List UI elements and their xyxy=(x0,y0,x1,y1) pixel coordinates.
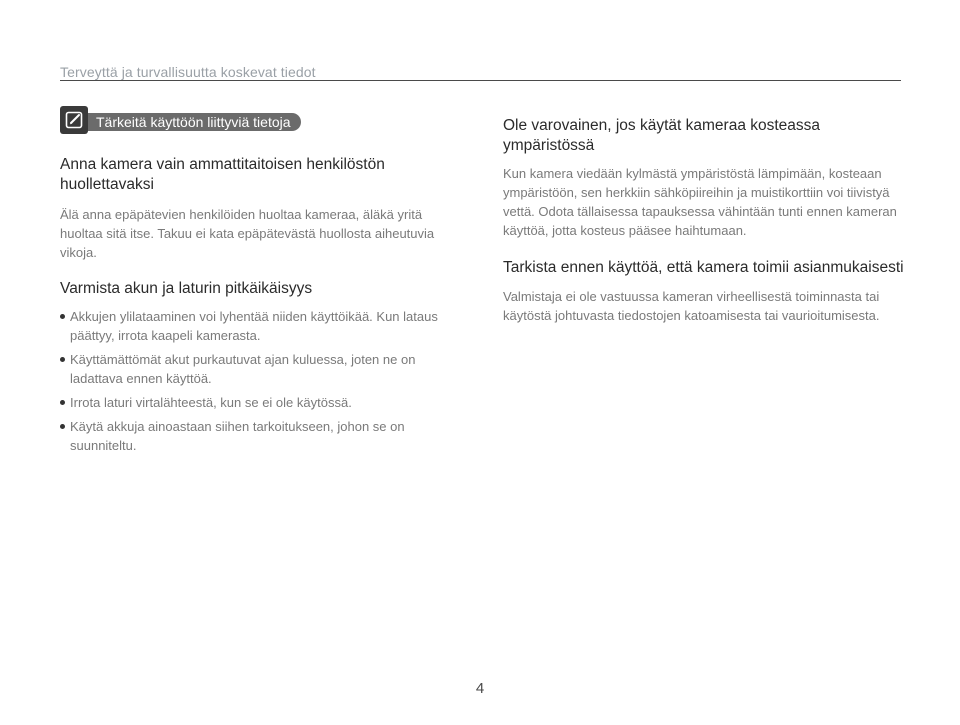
note-banner-label: Tärkeitä käyttöön liittyviä tietoja xyxy=(84,113,301,131)
note-banner xyxy=(60,106,301,134)
bullet-dot-icon xyxy=(60,424,65,429)
header-divider xyxy=(60,80,901,81)
list-item xyxy=(60,393,455,412)
section-title-service: Anna kamera vain ammattitaitoisen henkilöstön huollettavaksi xyxy=(60,156,385,193)
section-body-service: Älä anna epäpätevien henkilöiden huoltaa kameraa, äläkä yritä huoltaa sitä itse. Takuu ei kata epäpätevästä huollosta aiheutuvia vikoja. xyxy=(60,207,435,260)
list-item-text: Akkujen ylilataaminen voi lyhentää niiden käyttöikää. Kun lataus päättyy, irrota kaapeli kamerasta. xyxy=(70,309,438,343)
list-item-text: Käyttämättömät akut purkautuvat ajan kuluessa, joten ne on ladattava ennen käyttöä. xyxy=(70,352,416,386)
bullet-dot-icon xyxy=(60,400,65,405)
section-body-check-function: Valmistaja ei ole vastuussa kameran virheellisestä toiminnasta tai käytöstä johtuvasta tiedostojen katoamisesta tai vaurioitumisesta. xyxy=(503,289,880,323)
page-number: 4 xyxy=(475,680,485,697)
bullet-dot-icon xyxy=(60,357,65,362)
section-title-check-function: Tarkista ennen käyttöä, että kamera toimii asianmukaisesti xyxy=(503,259,904,276)
list-item xyxy=(60,307,455,345)
page-header-title: Terveyttä ja turvallisuutta koskevat tiedot xyxy=(60,64,316,80)
list-item-text: Irrota laturi virtalähteestä, kun se ei ole käytössä. xyxy=(70,395,352,410)
list-item xyxy=(60,350,455,388)
section-title-battery: Varmista akun ja laturin pitkäikäisyys xyxy=(60,280,313,297)
section-title-humidity: Ole varovainen, jos käytät kameraa kosteassa ympäristössä xyxy=(503,117,821,154)
note-pencil-icon xyxy=(60,106,88,134)
section-body-humidity: Kun kamera viedään kylmästä ympäristöstä lämpimään, kosteaan ympäristöön, sen herkkiin sähköpiireihin ja muistikorttiin voi tiivistyä vettä. Odota tällaisessa tapauksessa vähintään tunti ennen kameran käyttöä, jotta kosteus pääsee haihtumaan. xyxy=(503,166,897,238)
battery-bullet-list xyxy=(60,307,455,460)
bullet-dot-icon xyxy=(60,314,65,319)
list-item-text: Käytä akkuja ainoastaan siihen tarkoitukseen, johon se on suunniteltu. xyxy=(70,419,405,453)
list-item xyxy=(60,417,455,455)
